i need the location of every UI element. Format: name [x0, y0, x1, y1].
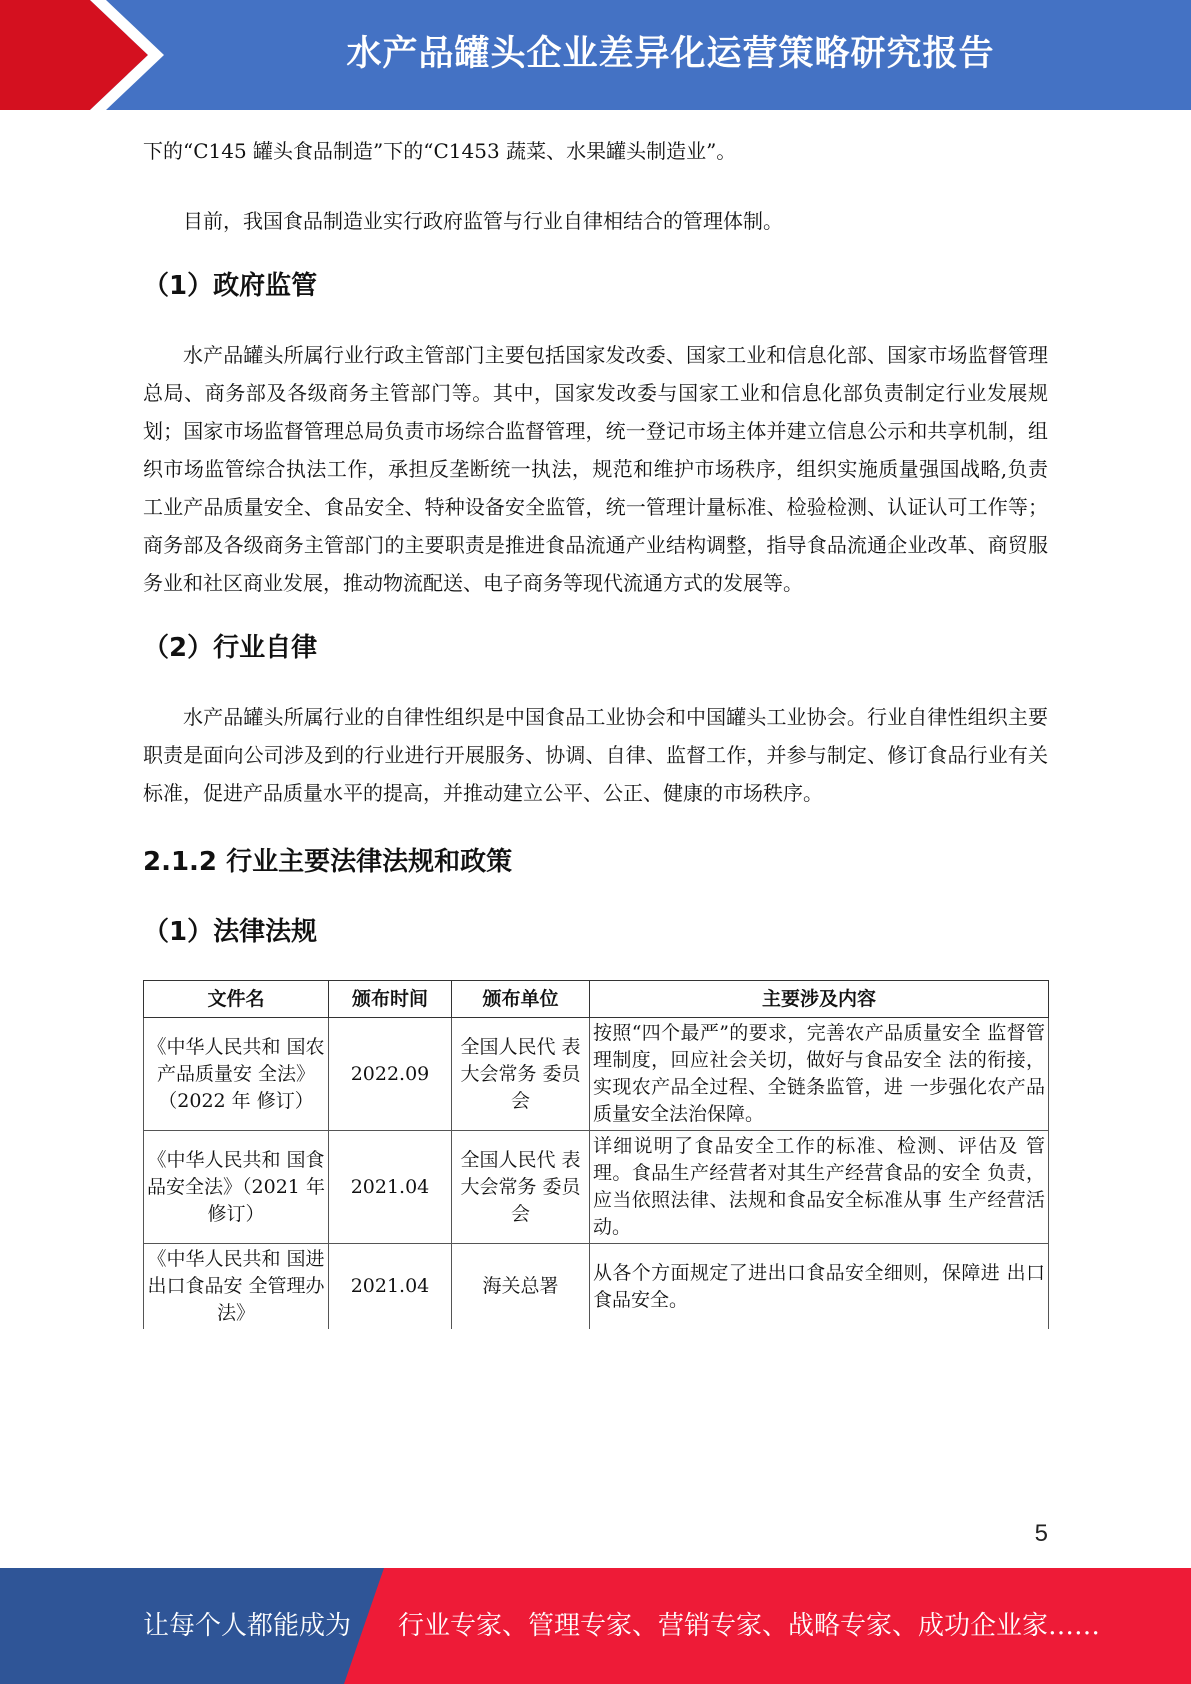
column-header-content: 主要涉及内容	[590, 981, 1049, 1018]
heading-industry-self-discipline: （2）行业自律	[143, 633, 318, 663]
section-heading: 2.1.2 行业主要法律法规和政策	[143, 847, 513, 877]
footer-slogan-right: 行业专家、管理专家、营销专家、战略专家、成功企业家……	[398, 1611, 1101, 1641]
paragraph-industry-self-discipline: 水产品罐头所属行业的自律性组织是中国食品工业协会和中国罐头工业协会。行业自律性组织主要职责是面向公司涉及到的行业进行开展服务、协调、自律、监督工作，并参与制定、修订食品行业有关标准，促进产品质量水平的提高，并推动建立公平、公正、健康的市场秩序。	[143, 705, 1048, 805]
law-unit: 全国人民代 表大会常务 委员会	[452, 1131, 590, 1244]
paragraph-classification: 下的“C145 罐头食品制造”下的“C1453 蔬菜、水果罐头制造业”。	[143, 139, 737, 163]
heading-laws-regulations: （1）法律法规	[143, 917, 318, 947]
law-name: 《中华人民共和 国食品安全法》（2021 年修订）	[144, 1131, 329, 1244]
footer-slogan-left: 让每个人都能成为	[143, 1611, 352, 1641]
table-row	[144, 1244, 1049, 1330]
law-name: 《中华人民共和 国进出口食品安 全管理办法》	[144, 1244, 329, 1330]
paragraph-management-system: 目前，我国食品制造业实行政府监管与行业自律相结合的管理体制。	[183, 209, 783, 233]
page-footer	[0, 1568, 1191, 1684]
table-header-row	[144, 981, 1049, 1018]
column-header-name: 文件名	[144, 981, 329, 1018]
page-number: 5	[1034, 1520, 1048, 1547]
page-header	[0, 0, 1191, 110]
paragraph-government-supervision: 水产品罐头所属行业行政主管部门主要包括国家发改委、国家工业和信息化部、国家市场监督管理总局、商务部及各级商务主管部门等。其中，国家发改委与国家工业和信息化部负责制定行业发展规划；国家市场监督管理总局负责市场综合监督管理，统一登记市场主体并建立信息公示和共享机制，组织市场监管综合执法工作，承担反垄断统一执法，规范和维护市场秩序，组织实施质量强国战略,负责工业产品质量安全、食品安全、特种设备安全监管，统一管理计量标准、检验检测、认证认可工作等；商务部及各级商务主管部门的主要职责是推进食品流通产业结构调整，指导食品流通企业改革、商贸服务业和社区商业发展，推动物流配送、电子商务等现代流通方式的发展等。	[143, 343, 1048, 595]
page-body	[143, 132, 1048, 1329]
report-title: 水产品罐头企业差异化运营策略研究报告	[346, 34, 995, 74]
law-unit: 海关总署	[452, 1244, 590, 1330]
law-unit: 全国人民代 表大会常务 委员会	[452, 1018, 590, 1131]
law-name: 《中华人民共和 国农产品质量安 全法》（2022 年 修订）	[144, 1018, 329, 1131]
laws-table	[143, 980, 1049, 1329]
law-date: 2021.04	[329, 1244, 452, 1330]
table-row	[144, 1131, 1049, 1244]
law-content: 详细说明了食品安全工作的标准、检测、评估及 管理。食品生产经营者对其生产经营食品的安全 负责，应当依照法律、法规和食品安全标准从事 生产经营活动。	[590, 1131, 1049, 1244]
column-header-unit: 颁布单位	[452, 981, 590, 1018]
law-date: 2022.09	[329, 1018, 452, 1131]
law-date: 2021.04	[329, 1131, 452, 1244]
heading-government-supervision: （1）政府监管	[143, 271, 318, 301]
law-content: 按照“四个最严”的要求，完善农产品质量安全 监督管理制度，回应社会关切，做好与食品安全 法的衔接，实现农产品全过程、全链条监管，进 一步强化农产品质量安全法治保障。	[590, 1018, 1049, 1131]
table-row	[144, 1018, 1049, 1131]
column-header-date: 颁布时间	[329, 981, 452, 1018]
law-content: 从各个方面规定了进出口食品安全细则，保障进 出口食品安全。	[590, 1244, 1049, 1330]
